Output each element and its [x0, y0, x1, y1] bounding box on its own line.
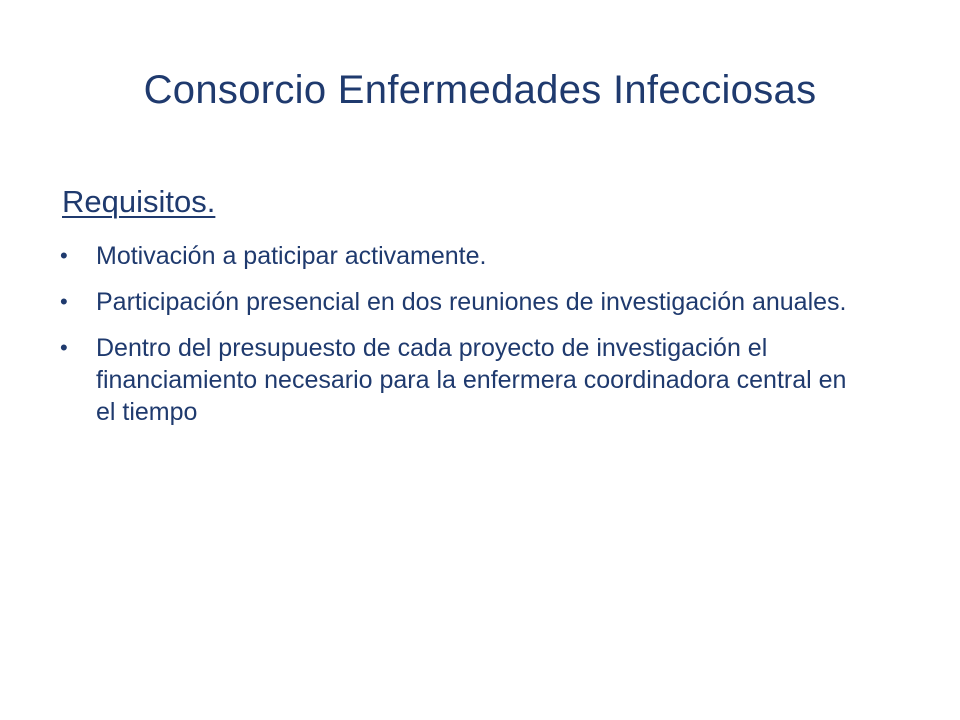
slide-title: Consorcio Enfermedades Infecciosas: [143, 68, 817, 112]
bullet-text: Participación presencial en dos reuniones de investigación anuales.: [96, 288, 847, 316]
bullet-icon: •: [60, 289, 68, 314]
section-heading: Requisitos.: [62, 184, 216, 219]
bullet-list: [60, 240, 860, 442]
bullet-icon: •: [60, 335, 68, 360]
bullet-text: Dentro del presupuesto de cada proyecto de investigación el financiamiento necesario para la enfermera coordinadora central en el tiempo: [96, 334, 847, 426]
bullet-item: [60, 240, 860, 272]
bullet-item: [60, 332, 860, 428]
bullet-icon: •: [60, 243, 68, 268]
bullet-text: Motivación a paticipar activamente.: [96, 242, 487, 270]
bullet-item: [60, 286, 860, 318]
